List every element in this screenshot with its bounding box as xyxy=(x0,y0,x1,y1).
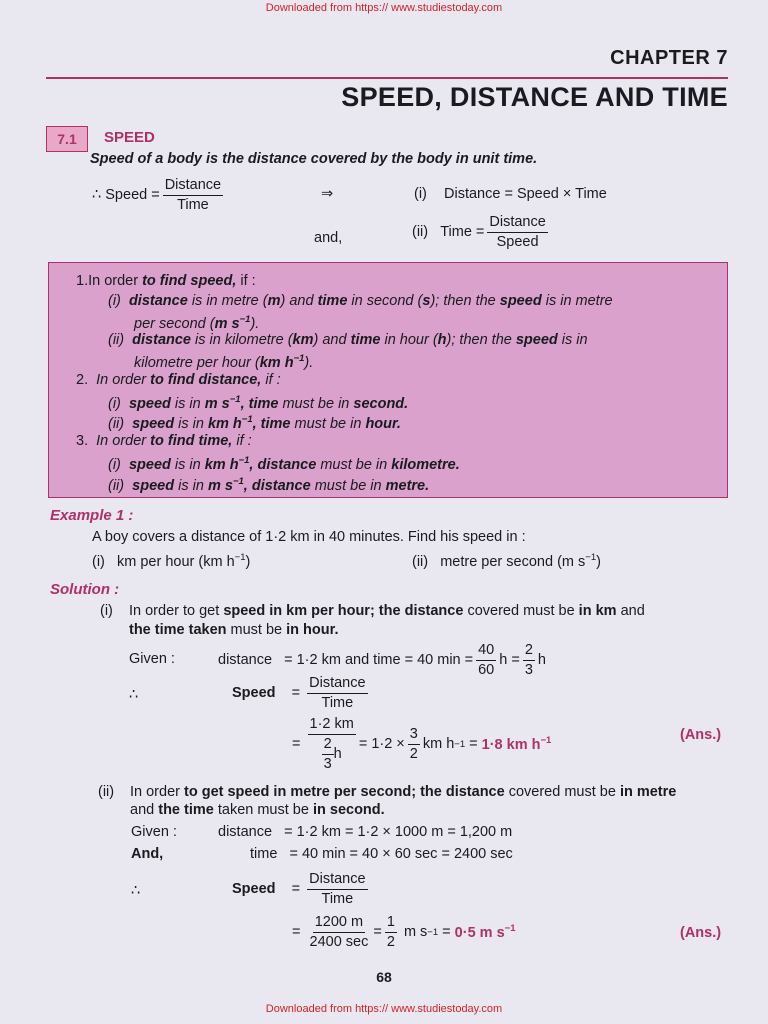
formula-ii-label: (ii) xyxy=(412,224,429,240)
and-label: and, xyxy=(314,230,343,246)
implies-arrow: ⇒ xyxy=(321,186,334,202)
speed-calc-1: = 1·2 km $\frac{2}{3}$ h = 1·2 × $\frac{3}{2}$ km h −1 = 1·8 km $h^{-1}$ xyxy=(292,715,552,772)
distance-over-time-2: $\frac{\text{Distance}}{\text{Time}}$ xyxy=(309,870,366,907)
solution-heading: Solution : xyxy=(50,581,120,598)
numerator: Distance xyxy=(487,214,547,233)
rule-2-i: (i) speed is in m $s^{-1}$, time must be in second. xyxy=(108,394,409,412)
header-download-link[interactable]: Downloaded from https:// www.studiestoday.com xyxy=(265,2,503,14)
km-over-hours: 1·2 km $\frac{2}{3}$ h xyxy=(309,715,354,772)
speed-definition: Speed of a body is the distance covered by the body in unit time. xyxy=(90,151,538,167)
speed-calc-2: = $\frac{1200 m}{2400 \sec}$ = $\frac{1}{2}$ m s −1 = 0·5 m $s^{-1}$ xyxy=(292,913,516,950)
given-distance-2: distance = 1·2 km = 1·2 × 1000 m = 1,200 m xyxy=(218,824,513,840)
time-formula xyxy=(412,213,551,251)
rule-1-ii-cont: kilometre per hour (km $h^{-1}$). xyxy=(134,353,314,371)
therefore-symbol: ∴ xyxy=(92,187,102,203)
rule-2-ii: (ii) speed is in km $h^{-1}$, time must be in hour. xyxy=(108,414,401,432)
ans-label-1: (Ans.) xyxy=(680,727,722,743)
speed-equation: Speed = $\frac{\text{Distance}}{\text{Time}}$ xyxy=(232,674,366,711)
example-heading: Example 1 : xyxy=(50,507,134,524)
one-over-two: $\frac{1}{2}$ xyxy=(386,913,395,950)
part-2-intro: In order to get speed in metre per second; the distance covered must be in metre xyxy=(130,784,677,800)
section-title: SPEED xyxy=(104,129,155,146)
rule-1-heading: 1.In order to find speed, if : xyxy=(76,273,256,289)
given-distance-time: distance = 1·2 km and time = 40 min = $\frac{40}{60}$ h = $\frac{2}{3}$ h xyxy=(218,641,546,678)
rule-3-i: (i) speed is in km $h^{-1}$, distance must be in kilometre. xyxy=(108,455,460,473)
therefore-symbol-2: ∴ xyxy=(131,883,141,899)
three-over-two: $\frac{3}{2}$ xyxy=(409,725,418,762)
distance-over-time: $\frac{\text{Distance}}{\text{Time}}$ xyxy=(309,674,366,711)
part-1-intro-cont: the time taken must be in hour. xyxy=(129,622,339,638)
answer-1: 1·8 km $h^{-1}$ xyxy=(481,735,552,753)
given-label-2: Given : xyxy=(131,824,177,840)
rule-3-ii: (ii) speed is in m $s^{-1}$, distance must be in metre. xyxy=(108,476,430,494)
distance-over-speed xyxy=(487,214,547,251)
given-time-2: time = 40 min = 40 × 60 sec = 2400 sec xyxy=(250,846,513,862)
numerator: Distance xyxy=(163,177,223,196)
speed-formula xyxy=(92,176,226,214)
rule-1-i: (i) distance is in metre (m) and time in second (s); then the speed is in metre xyxy=(108,293,613,309)
ans-label-2: (Ans.) xyxy=(680,925,722,941)
footer-download-link[interactable]: Downloaded from https:// www.studiestoday.com xyxy=(265,1003,503,1015)
time-lhs: Time = xyxy=(440,224,485,240)
answer-2: 0·5 m $s^{-1}$ xyxy=(454,923,516,941)
part-1-label: (i) xyxy=(100,603,113,619)
part-2-intro-cont: and the time taken must be in second. xyxy=(130,802,385,818)
denominator: Time xyxy=(177,196,209,213)
rule-3-heading: 3. In order to find time, if : xyxy=(76,433,252,449)
example-option-ii: (ii) metre per second (m $s^{-1}$) xyxy=(412,552,601,570)
forty-over-sixty: $\frac{40}{60}$ xyxy=(478,641,495,678)
example-question: A boy covers a distance of 1·2 km in 40 minutes. Find his speed in : xyxy=(92,529,526,545)
section-number-badge: 7.1 xyxy=(46,126,88,152)
formula-i-label: (i) xyxy=(414,186,427,202)
chapter-title: SPEED, DISTANCE AND TIME xyxy=(341,82,728,112)
distance-formula: Distance = Speed × Time xyxy=(444,186,607,202)
rule-2-heading: 2. In order to find distance, if : xyxy=(76,372,281,388)
part-2-label: (ii) xyxy=(98,784,115,800)
and-label-2: And, xyxy=(131,846,164,862)
part-1-intro: In order to get speed in km per hour; the distance covered must be in km and xyxy=(129,603,645,619)
therefore-symbol: ∴ xyxy=(129,687,139,703)
speed-equation-2: Speed = $\frac{\text{Distance}}{\text{Time}}$ xyxy=(232,870,366,907)
example-option-i: (i) km per hour (km $h^{-1}$) xyxy=(92,552,251,570)
two-over-three: $\frac{2}{3}$ xyxy=(524,641,533,678)
m-over-sec: $\frac{1200 m}{2400 \sec}$ xyxy=(309,913,369,950)
distance-over-time xyxy=(163,177,223,214)
denominator: Speed xyxy=(496,233,539,250)
rule-1-i-cont: per second (m $s^{-1}$). xyxy=(134,314,260,332)
speed-lhs: Speed = xyxy=(105,187,160,203)
given-label: Given : xyxy=(129,651,175,667)
page-number: 68 xyxy=(376,969,392,985)
chapter-rule xyxy=(46,77,728,79)
rule-1-ii: (ii) distance is in kilometre (km) and time in hour (h); then the speed is in xyxy=(108,332,588,348)
chapter-label: CHAPTER 7 xyxy=(610,47,728,69)
